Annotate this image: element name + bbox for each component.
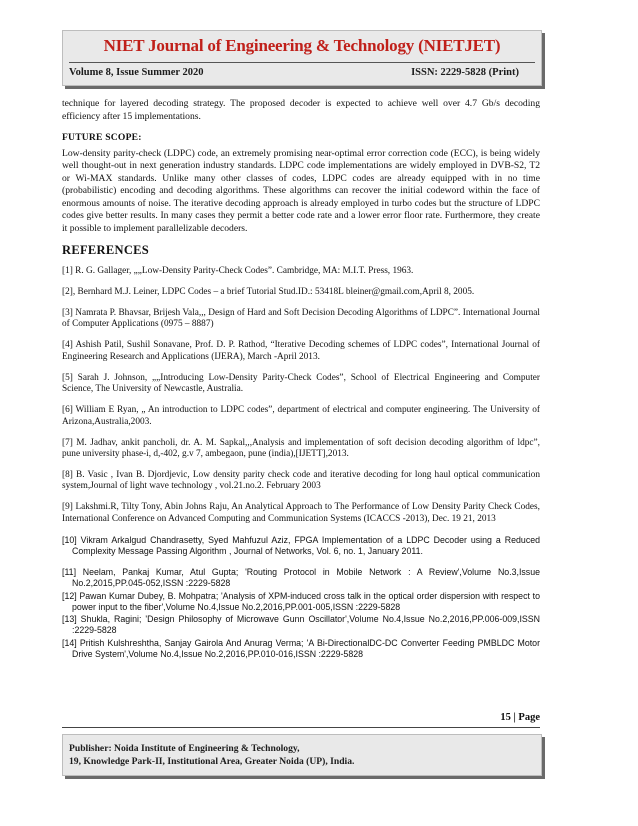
intro-section xyxy=(62,98,540,123)
reference-item: [7] M. Jadhav, ankit pancholi, dr. A. M. Sapkal,,,Analysis and implementation of soft decision decoding algorithm of ldpc”, pune university phase-i, d,-402, g.v 7, ambegaon, pune (india),[IJETT],2013. xyxy=(62,437,540,460)
future-scope-heading: FUTURE SCOPE: xyxy=(62,132,142,143)
journal-title: NIET Journal of Engineering & Technology (NIETJET) xyxy=(103,36,501,55)
reference-item: [10] Vikram Arkalgud Chandrasetty, Syed Mahfuzul Aziz, FPGA Implementation of a LDPC Decoder using a Reduced Complexity Message Passing Algorithm , Journal of Networks, Vol. 6, no. 1, January 2011. xyxy=(62,534,540,557)
reference-item: [2], Bernhard M.J. Leiner, LDPC Codes – a brief Tutorial Stud.ID.: 53418L bleiner@gmail.com,April 8, 2005. xyxy=(62,287,475,297)
reference-item: [1] R. G. Gallager, „„Low-Density Parity-Check Codes”. Cambridge, MA: M.I.T. Press, 1963. xyxy=(62,266,414,276)
publisher-address: 19, Knowledge Park-II, Institutional Area, Greater Noida (UP), India. xyxy=(69,756,355,767)
reference-item: [8] B. Vasic , Ivan B. Djordjevic, Low density parity check code and iterative decoding for long haul optical communication system,Journal of light wave technology , vol.21.no.2. February 2003 xyxy=(62,470,540,492)
reference-item: [14] Pritish Kulshreshtha, Sanjay Gairola And Anurag Verma; 'A Bi-DirectionalDC-DC Converter Feeding PMBLDC Motor Drive System',Volume No.4,Issue No.2,2016,PP.010-016,ISSN :2229-5828 xyxy=(62,637,540,659)
page-number: 15 | Page xyxy=(500,712,540,723)
reference-item: [13] Shukla, Ragini; 'Design Philosophy of Microwave Gunn Oscillator',Volume No.4,Issue No.2,2016,PP.006-009,ISSN :2229-5828 xyxy=(62,614,540,636)
future-scope-section xyxy=(62,132,540,235)
references-list xyxy=(62,266,540,661)
reference-item: [9] Lakshmi.R, Tilty Tony, Abin Johns Raju, An Analytical Approach to The Performance of Low Density Parity Check Codes, International Conference on Advanced Computing and Communication Systems (ICACCS -2013), Dec. 19 21, 2013 xyxy=(62,502,540,524)
intro-paragraph: technique for layered decoding strategy. The proposed decoder is expected to achieve well over 4.7 Gb/s decoding efficiency after 15 implementations. xyxy=(62,98,540,122)
future-scope-text: Low-density parity-check (LDPC) code, an extremely promising near-optimal error correction code (ECC), is being widely well thought-out in next generation industry standards. LDPC code implementations are widely employed in DVB-S2, T2 or Wi-MAX standards. Unlike many other classes of codes, LDPC codes are already equipped with in no time (probabilistic) encoding and decoding algorithms. These algorithms can recover the initial codeword within the face of enormous amounts of noise. The iterative decoding approach is already employed in turbo codes but the structure of LDPC codes give better results. In many cases they permit a better code rate and a lower error floor rate. Furthermore, they create it possible to implement parallelizable decoders. xyxy=(62,147,540,234)
publisher-line: Publisher: Noida Institute of Engineering & Technology, xyxy=(69,743,300,754)
references-heading: REFERENCES xyxy=(62,243,150,257)
header-divider xyxy=(69,62,535,63)
reference-item: [6] William E Ryan, „ An introduction to LDPC codes”, department of electrical and computer engineering. The University of Arizona,Australia,2003. xyxy=(62,405,540,427)
page-divider xyxy=(62,727,540,728)
reference-item: [11] Neelam, Pankaj Kumar, Atul Gupta; 'Routing Protocol in Mobile Network : A Review',Volume No.3,Issue No.2,2015,PP.045-052,ISSN :2229-5828 xyxy=(62,567,540,589)
reference-item: [5] Sarah J. Johnson, „„Introducing Low-Density Parity-Check Codes”, School of Electrical Engineering and Computer Science, The University of Newcastle, Australia. xyxy=(62,372,540,395)
journal-header xyxy=(62,30,542,86)
reference-item: [12] Pawan Kumar Dubey, B. Mohpatra; 'Analysis of XPM-induced cross talk in the optical order dispersion with respect to power input to the fiber',Volume No.4,Issue No.2,2016,PP.001-005,ISSN :2229-5828 xyxy=(62,590,540,612)
volume-issue: Volume 8, Issue Summer 2020 xyxy=(69,67,204,78)
publisher-footer xyxy=(62,734,542,776)
issn: ISSN: 2229-5828 (Print) xyxy=(411,67,519,78)
reference-item: [4] Ashish Patil, Sushil Sonavane, Prof. D. P. Rathod, “Iterative Decoding schemes of LDPC codes”, International Journal of Engineering Research and Applications (IJERA), March -April 2013. xyxy=(62,340,540,362)
reference-item: [3] Namrata P. Bhavsar, Brijesh Vala,,, Design of Hard and Soft Decision Decoding Algorithms of LDPC”. International Journal of Computer Applications (0975 – 8887) xyxy=(62,308,540,330)
